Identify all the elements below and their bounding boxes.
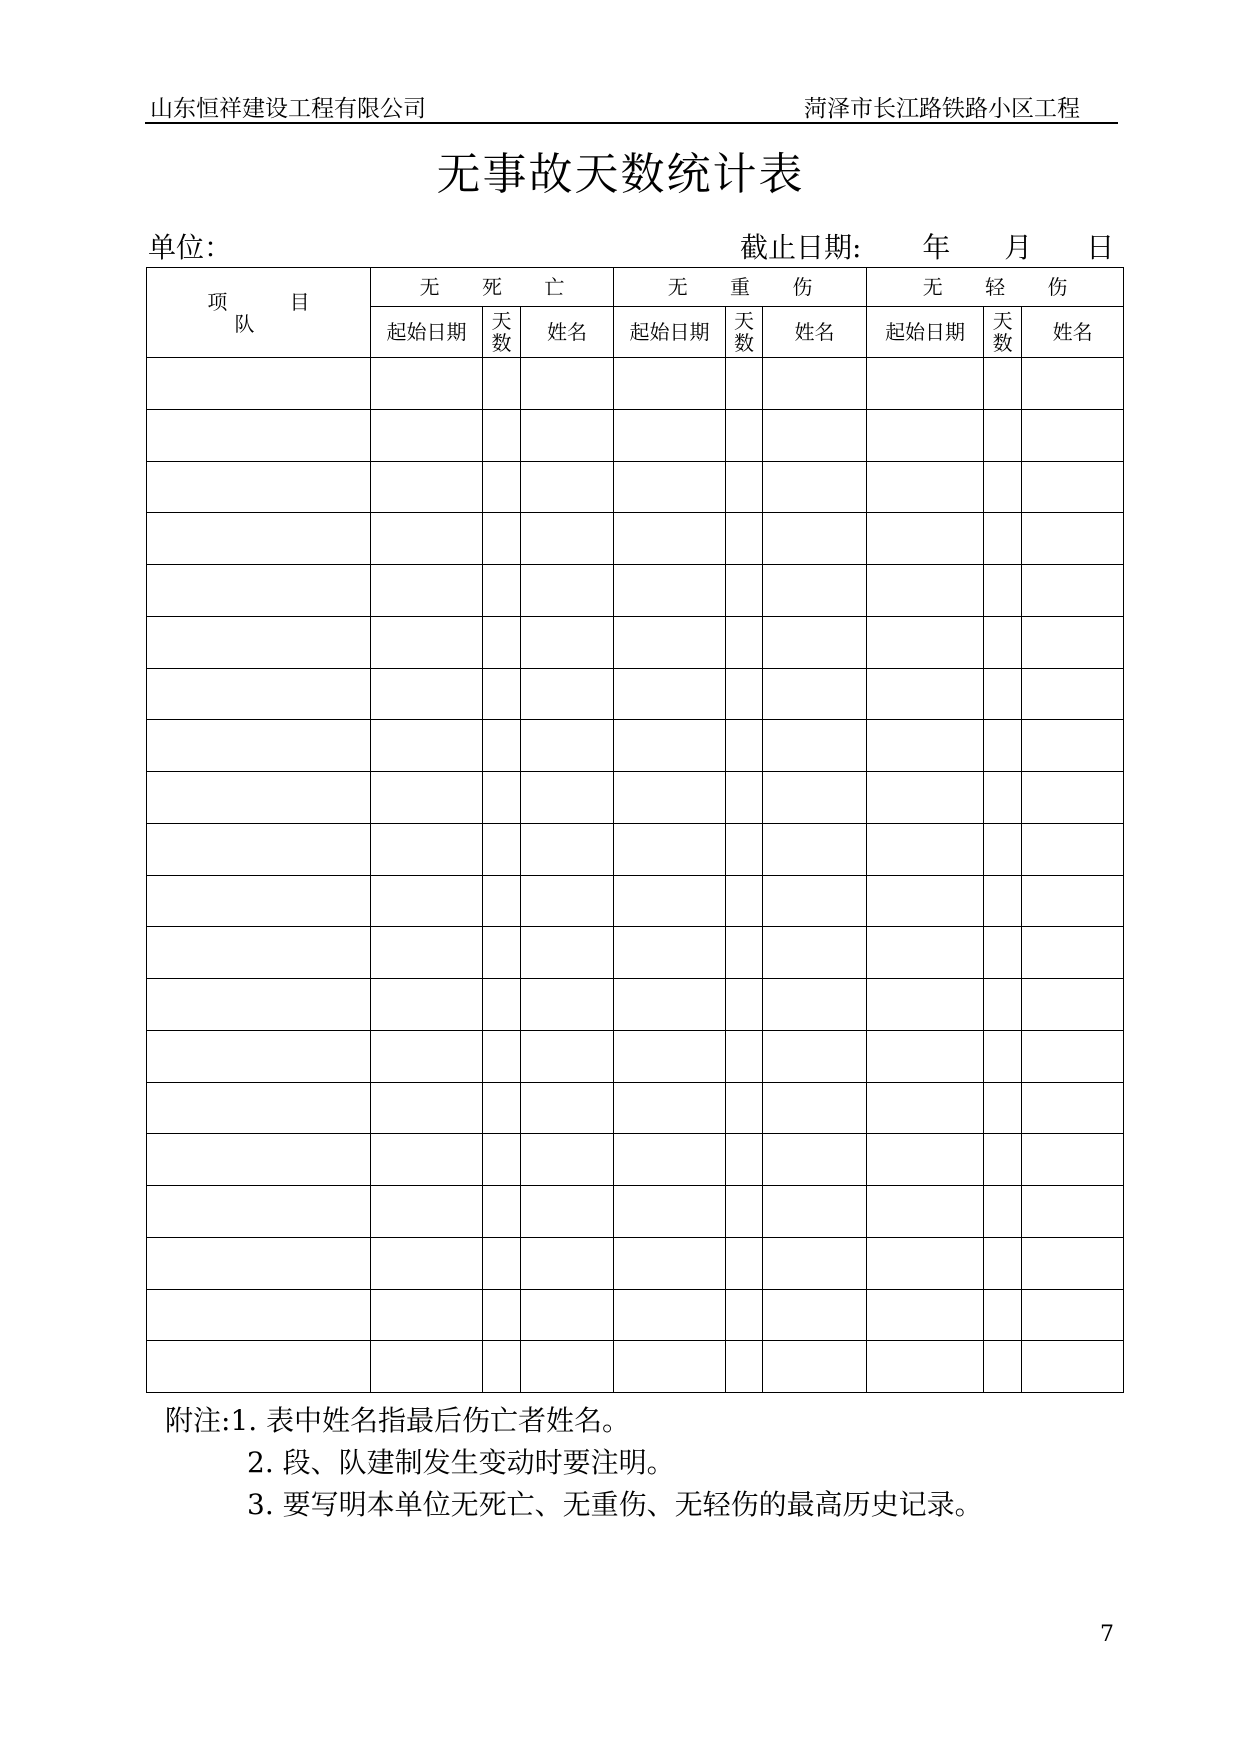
table-cell[interactable] <box>726 720 763 772</box>
table-cell[interactable] <box>483 927 521 979</box>
table-cell[interactable] <box>763 720 867 772</box>
table-cell[interactable] <box>726 668 763 720</box>
table-cell[interactable] <box>726 1134 763 1186</box>
table-cell[interactable] <box>867 668 984 720</box>
table-cell[interactable] <box>726 979 763 1031</box>
table-cell[interactable] <box>726 1082 763 1134</box>
team-cell[interactable] <box>147 1341 371 1393</box>
table-cell[interactable] <box>614 668 726 720</box>
table-cell[interactable] <box>726 1030 763 1082</box>
table-cell[interactable] <box>867 979 984 1031</box>
table-cell[interactable] <box>614 875 726 927</box>
table-cell[interactable] <box>371 1030 483 1082</box>
name-header: 姓名 <box>521 307 614 358</box>
table-cell[interactable] <box>726 565 763 617</box>
table-cell[interactable] <box>483 875 521 927</box>
table-cell[interactable] <box>726 513 763 565</box>
start-date-header: 起始日期 <box>867 307 984 358</box>
table-cell[interactable] <box>521 616 614 668</box>
table-cell[interactable] <box>763 927 867 979</box>
table-cell[interactable] <box>1022 513 1124 565</box>
table-cell[interactable] <box>1022 927 1124 979</box>
table-cell[interactable] <box>867 875 984 927</box>
table-cell[interactable] <box>726 1289 763 1341</box>
team-cell[interactable] <box>147 358 371 410</box>
table-cell[interactable] <box>763 513 867 565</box>
stats-table-body <box>147 358 1124 1393</box>
team-cell[interactable] <box>147 772 371 824</box>
table-cell[interactable] <box>763 1030 867 1082</box>
table-cell[interactable] <box>614 565 726 617</box>
name-header: 姓名 <box>1022 307 1124 358</box>
table-cell[interactable] <box>984 720 1022 772</box>
table-cell[interactable] <box>763 1341 867 1393</box>
table-cell[interactable] <box>483 668 521 720</box>
table-cell[interactable] <box>614 979 726 1031</box>
table-cell[interactable] <box>521 1289 614 1341</box>
team-cell[interactable] <box>147 979 371 1031</box>
table-cell[interactable] <box>1022 409 1124 461</box>
table-row <box>147 1341 1124 1393</box>
table-cell[interactable] <box>726 772 763 824</box>
table-cell[interactable] <box>726 1237 763 1289</box>
table-cell[interactable] <box>867 409 984 461</box>
table-cell[interactable] <box>371 720 483 772</box>
table-cell[interactable] <box>1022 1341 1124 1393</box>
team-cell[interactable] <box>147 875 371 927</box>
page-title: 无事故天数统计表 <box>436 149 805 200</box>
table-cell[interactable] <box>521 720 614 772</box>
table-cell[interactable] <box>371 979 483 1031</box>
table-cell[interactable] <box>763 1134 867 1186</box>
company-name: 山东恒祥建设工程有限公司 <box>150 96 426 122</box>
table-cell[interactable] <box>483 616 521 668</box>
table-cell[interactable] <box>614 1341 726 1393</box>
table-cell[interactable] <box>1022 565 1124 617</box>
cutoff-month: 月 <box>1004 231 1033 264</box>
team-header: 项 目 队 <box>147 268 371 358</box>
table-cell[interactable] <box>521 927 614 979</box>
page-number: 7 <box>1100 1622 1114 1647</box>
table-cell[interactable] <box>614 772 726 824</box>
table-cell[interactable] <box>726 616 763 668</box>
start-date-header: 起始日期 <box>614 307 726 358</box>
table-cell[interactable] <box>483 358 521 410</box>
table-cell[interactable] <box>763 979 867 1031</box>
cutoff-label: 截止日期: <box>740 231 862 264</box>
table-cell[interactable] <box>483 823 521 875</box>
table-cell[interactable] <box>483 1082 521 1134</box>
unit-label: 单位： <box>148 231 233 264</box>
table-row <box>147 513 1124 565</box>
table-cell[interactable] <box>984 616 1022 668</box>
table-cell[interactable] <box>483 720 521 772</box>
page-header <box>145 88 1118 124</box>
table-cell[interactable] <box>1022 1134 1124 1186</box>
notes-prefix: 附注: <box>165 1404 231 1437</box>
table-cell[interactable] <box>614 823 726 875</box>
table-cell[interactable] <box>521 409 614 461</box>
table-cell[interactable] <box>1022 461 1124 513</box>
table-cell[interactable] <box>867 720 984 772</box>
table-cell[interactable] <box>1022 1082 1124 1134</box>
table-cell[interactable] <box>483 1134 521 1186</box>
table-cell[interactable] <box>1022 1030 1124 1082</box>
table-cell[interactable] <box>726 823 763 875</box>
table-cell[interactable] <box>614 616 726 668</box>
table-cell[interactable] <box>984 358 1022 410</box>
table-cell[interactable] <box>1022 979 1124 1031</box>
table-row <box>147 461 1124 513</box>
team-cell[interactable] <box>147 461 371 513</box>
table-cell[interactable] <box>521 513 614 565</box>
table-cell[interactable] <box>984 461 1022 513</box>
table-cell[interactable] <box>483 772 521 824</box>
table-cell[interactable] <box>726 1186 763 1238</box>
table-row <box>147 927 1124 979</box>
table-cell[interactable] <box>726 409 763 461</box>
table-cell[interactable] <box>371 1237 483 1289</box>
table-row <box>147 875 1124 927</box>
table-cell[interactable] <box>1022 720 1124 772</box>
stats-table <box>146 267 1124 1393</box>
table-cell[interactable] <box>521 461 614 513</box>
table-cell[interactable] <box>867 927 984 979</box>
table-cell[interactable] <box>867 823 984 875</box>
table-cell[interactable] <box>984 823 1022 875</box>
note-item: 附注:1. 表中姓名指最后伤亡者姓名。 <box>165 1404 631 1437</box>
table-row <box>147 565 1124 617</box>
table-cell[interactable] <box>521 875 614 927</box>
table-cell[interactable] <box>614 513 726 565</box>
table-cell[interactable] <box>763 565 867 617</box>
table-row <box>147 772 1124 824</box>
table-cell[interactable] <box>984 409 1022 461</box>
group-header-no-serious-injury: 无 重 伤 <box>614 268 867 307</box>
table-cell[interactable] <box>867 513 984 565</box>
team-cell[interactable] <box>147 1082 371 1134</box>
cutoff-year: 年 <box>922 231 951 264</box>
table-cell[interactable] <box>1022 772 1124 824</box>
table-cell[interactable] <box>984 1134 1022 1186</box>
group-header-no-death: 无 死 亡 <box>371 268 614 307</box>
table-cell[interactable] <box>521 1341 614 1393</box>
note-item: 3. 要写明本单位无死亡、无重伤、无轻伤的最高历史记录。 <box>247 1488 983 1521</box>
table-cell[interactable] <box>614 1030 726 1082</box>
table-row <box>147 1082 1124 1134</box>
table-cell[interactable] <box>726 927 763 979</box>
table-cell[interactable] <box>371 1186 483 1238</box>
table-cell[interactable] <box>984 565 1022 617</box>
table-cell[interactable] <box>984 1082 1022 1134</box>
table-cell[interactable] <box>1022 1186 1124 1238</box>
team-cell[interactable] <box>147 1030 371 1082</box>
table-cell[interactable] <box>521 1186 614 1238</box>
table-cell[interactable] <box>763 461 867 513</box>
table-cell[interactable] <box>984 1186 1022 1238</box>
table-cell[interactable] <box>521 358 614 410</box>
table-cell[interactable] <box>614 1082 726 1134</box>
table-cell[interactable] <box>984 1237 1022 1289</box>
name-header: 姓名 <box>763 307 867 358</box>
table-cell[interactable] <box>726 358 763 410</box>
table-cell[interactable] <box>1022 668 1124 720</box>
table-row <box>147 1237 1124 1289</box>
table-cell[interactable] <box>371 927 483 979</box>
table-row <box>147 1289 1124 1341</box>
table-cell[interactable] <box>371 513 483 565</box>
table-cell[interactable] <box>1022 358 1124 410</box>
table-row <box>147 668 1124 720</box>
team-cell[interactable] <box>147 565 371 617</box>
table-cell[interactable] <box>521 1134 614 1186</box>
table-cell[interactable] <box>726 875 763 927</box>
table-cell[interactable] <box>763 616 867 668</box>
table-row <box>147 409 1124 461</box>
days-header: 天数 <box>483 307 521 358</box>
table-cell[interactable] <box>521 668 614 720</box>
table-cell[interactable] <box>614 1237 726 1289</box>
table-cell[interactable] <box>984 979 1022 1031</box>
table-cell[interactable] <box>867 1289 984 1341</box>
table-cell[interactable] <box>984 1341 1022 1393</box>
table-cell[interactable] <box>867 1082 984 1134</box>
table-cell[interactable] <box>483 409 521 461</box>
table-cell[interactable] <box>763 1237 867 1289</box>
table-cell[interactable] <box>867 1030 984 1082</box>
table-cell[interactable] <box>371 668 483 720</box>
table-cell[interactable] <box>371 409 483 461</box>
table-cell[interactable] <box>726 461 763 513</box>
table-cell[interactable] <box>483 565 521 617</box>
table-cell[interactable] <box>371 358 483 410</box>
table-cell[interactable] <box>614 409 726 461</box>
table-cell[interactable] <box>483 1289 521 1341</box>
project-name: 菏泽市长江路铁路小区工程 <box>804 96 1080 122</box>
table-cell[interactable] <box>867 1134 984 1186</box>
table-cell[interactable] <box>867 1341 984 1393</box>
table-cell[interactable] <box>371 823 483 875</box>
table-row <box>147 823 1124 875</box>
table-cell[interactable] <box>763 668 867 720</box>
team-cell[interactable] <box>147 1134 371 1186</box>
group-header-no-minor-injury: 无 轻 伤 <box>867 268 1124 307</box>
table-cell[interactable] <box>867 565 984 617</box>
table-cell[interactable] <box>763 358 867 410</box>
table-cell[interactable] <box>371 772 483 824</box>
table-cell[interactable] <box>763 1289 867 1341</box>
notes <box>165 1400 983 1526</box>
table-cell[interactable] <box>614 720 726 772</box>
table-cell[interactable] <box>984 1289 1022 1341</box>
table-row <box>147 616 1124 668</box>
team-cell[interactable] <box>147 409 371 461</box>
table-cell[interactable] <box>371 1341 483 1393</box>
table-cell[interactable] <box>984 1030 1022 1082</box>
table-cell[interactable] <box>867 358 984 410</box>
table-cell[interactable] <box>371 1082 483 1134</box>
days-header: 天数 <box>984 307 1022 358</box>
table-cell[interactable] <box>614 358 726 410</box>
table-cell[interactable] <box>483 513 521 565</box>
table-cell[interactable] <box>726 1341 763 1393</box>
table-row <box>147 720 1124 772</box>
table-cell[interactable] <box>984 772 1022 824</box>
table-cell[interactable] <box>1022 1237 1124 1289</box>
table-cell[interactable] <box>521 1030 614 1082</box>
table-cell[interactable] <box>614 927 726 979</box>
table-cell[interactable] <box>483 1030 521 1082</box>
table-cell[interactable] <box>371 1289 483 1341</box>
table-row <box>147 1030 1124 1082</box>
table-cell[interactable] <box>521 565 614 617</box>
table-cell[interactable] <box>1022 823 1124 875</box>
start-date-header: 起始日期 <box>371 307 483 358</box>
table-cell[interactable] <box>371 1134 483 1186</box>
table-cell[interactable] <box>371 875 483 927</box>
note-item: 2. 段、队建制发生变动时要注明。 <box>247 1446 675 1479</box>
table-cell[interactable] <box>483 1237 521 1289</box>
table-cell[interactable] <box>521 1082 614 1134</box>
days-header: 天数 <box>726 307 763 358</box>
team-cell[interactable] <box>147 1186 371 1238</box>
table-cell[interactable] <box>371 461 483 513</box>
table-cell[interactable] <box>521 979 614 1031</box>
team-cell[interactable] <box>147 668 371 720</box>
table-cell[interactable] <box>867 1237 984 1289</box>
table-cell[interactable] <box>371 616 483 668</box>
table-cell[interactable] <box>763 875 867 927</box>
table-row <box>147 358 1124 410</box>
table-cell[interactable] <box>984 513 1022 565</box>
team-cell[interactable] <box>147 1237 371 1289</box>
team-cell[interactable] <box>147 927 371 979</box>
table-cell[interactable] <box>867 461 984 513</box>
team-cell[interactable] <box>147 513 371 565</box>
table-cell[interactable] <box>984 875 1022 927</box>
table-cell[interactable] <box>763 1186 867 1238</box>
table-cell[interactable] <box>614 1289 726 1341</box>
team-cell[interactable] <box>147 1289 371 1341</box>
table-cell[interactable] <box>1022 1289 1124 1341</box>
table-cell[interactable] <box>483 1341 521 1393</box>
table-cell[interactable] <box>483 461 521 513</box>
table-cell[interactable] <box>1022 616 1124 668</box>
table-row <box>147 1134 1124 1186</box>
table-cell[interactable] <box>763 1082 867 1134</box>
table-cell[interactable] <box>521 823 614 875</box>
table-cell[interactable] <box>483 979 521 1031</box>
table-cell[interactable] <box>763 823 867 875</box>
table-cell[interactable] <box>371 565 483 617</box>
table-cell[interactable] <box>614 1186 726 1238</box>
table-cell[interactable] <box>521 1237 614 1289</box>
team-cell[interactable] <box>147 616 371 668</box>
table-cell[interactable] <box>763 409 867 461</box>
table-cell[interactable] <box>763 772 867 824</box>
table-cell[interactable] <box>867 1186 984 1238</box>
cutoff-day: 日 <box>1086 231 1115 264</box>
table-cell[interactable] <box>521 772 614 824</box>
table-cell[interactable] <box>614 461 726 513</box>
table-cell[interactable] <box>483 1186 521 1238</box>
table-cell[interactable] <box>867 616 984 668</box>
table-row <box>147 979 1124 1031</box>
table-cell[interactable] <box>1022 875 1124 927</box>
table-row <box>147 1186 1124 1238</box>
team-cell[interactable] <box>147 823 371 875</box>
table-cell[interactable] <box>614 1134 726 1186</box>
table-cell[interactable] <box>867 772 984 824</box>
table-cell[interactable] <box>984 927 1022 979</box>
team-cell[interactable] <box>147 720 371 772</box>
table-cell[interactable] <box>984 668 1022 720</box>
cutoff-date <box>740 226 1114 266</box>
